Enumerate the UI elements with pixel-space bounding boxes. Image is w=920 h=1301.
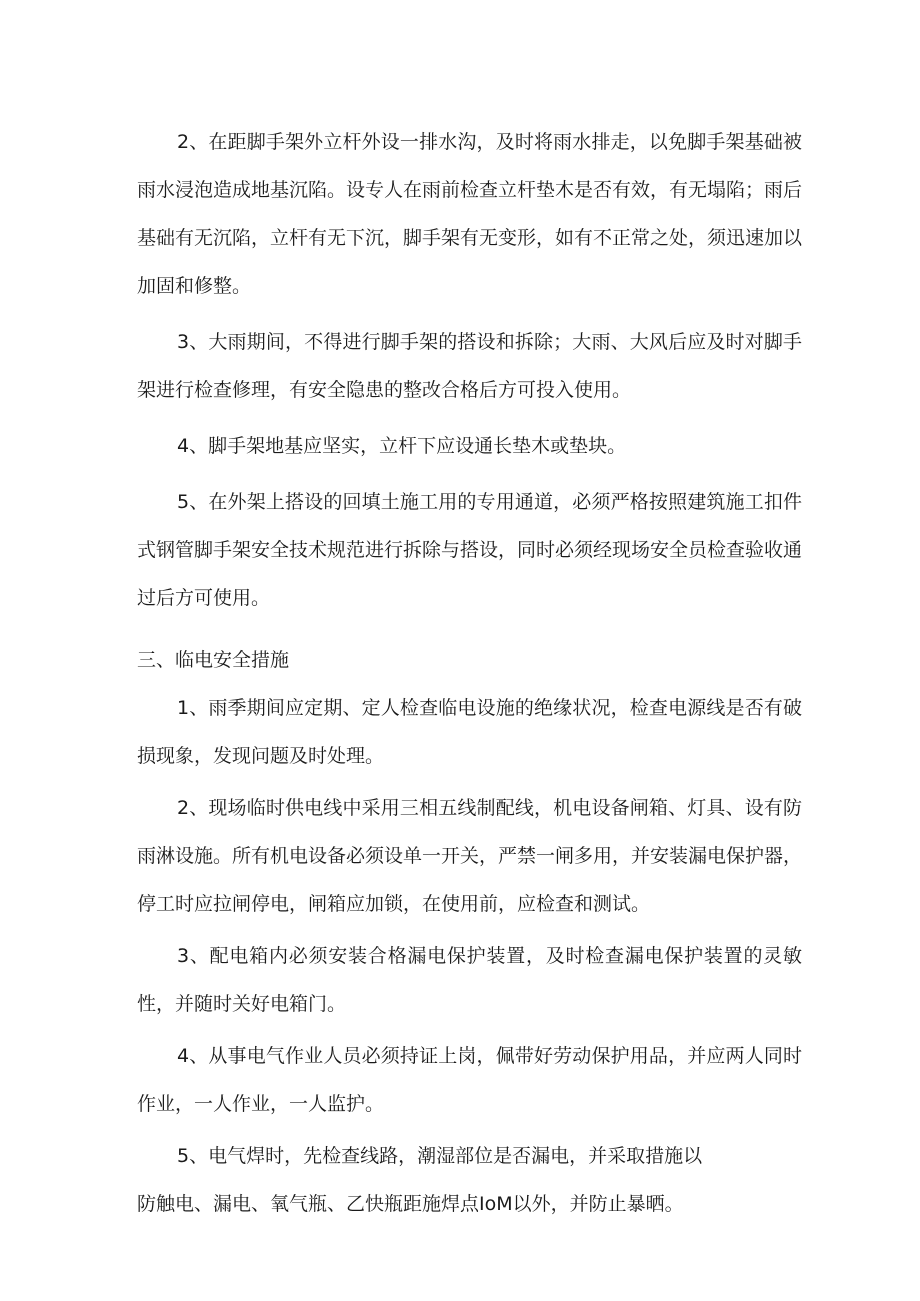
electrical-item-3: 3、配电箱内必须安装合格漏电保护装置，及时检查漏电保护装置的灵敏性，并随时关好电箱门。 — [137, 945, 802, 1015]
electrical-item-5-line1: 5、电气焊时，先检查线路，潮湿部位是否漏电，并采取措施以 — [177, 1145, 703, 1167]
scaffold-item-2: 2、在距脚手架外立杆外设一排水沟，及时将雨水排走，以免脚手架基础被雨水浸泡造成地基沉陷。设专人在雨前检查立杆垫木是否有效，有无塌陷；雨后基础有无沉陷，立杆有无下沉，脚手架有无变形，如有不正常之处，须迅速加以加固和修整。 — [137, 131, 803, 297]
section-heading-electrical: 三、临电安全措施 — [137, 649, 290, 671]
electrical-item-5-line2: 防触电、漏电、氧气瓶、乙快瓶距施焊点IoM以外，并防止暴晒。 — [137, 1193, 684, 1215]
electrical-item-1: 1、雨季期间应定期、定人检查临电设施的绝缘状况，检查电源线是否有破损现象，发现问题及时处理。 — [137, 697, 802, 767]
scaffold-item-5: 5、在外架上搭设的回填土施工用的专用通道，必须严格按照建筑施工扣件式钢管脚手架安全技术规范进行拆除与搭设，同时必须经现场安全员检查验收通过后方可使用。 — [137, 491, 803, 609]
scaffold-item-4: 4、脚手架地基应坚实，立杆下应设通长垫木或垫块。 — [177, 435, 627, 457]
document-body — [137, 118, 802, 1228]
electrical-item-2: 2、现场临时供电线中采用三相五线制配线，机电设备闸箱、灯具、设有防雨淋设施。所有机电设备必须设单一开关，严禁一闸多用，并安装漏电保护器，停工时应拉闸停电，闸箱应加锁，在使用前，应检查和测试。 — [137, 797, 803, 915]
scaffold-item-3: 3、大雨期间，不得进行脚手架的搭设和拆除；大雨、大风后应及时对脚手架进行检查修理，有安全隐患的整改合格后方可投入使用。 — [137, 331, 802, 401]
electrical-item-4: 4、从事电气作业人员必须持证上岗，佩带好劳动保护用品，并应两人同时作业，一人作业，一人监护。 — [137, 1045, 802, 1115]
